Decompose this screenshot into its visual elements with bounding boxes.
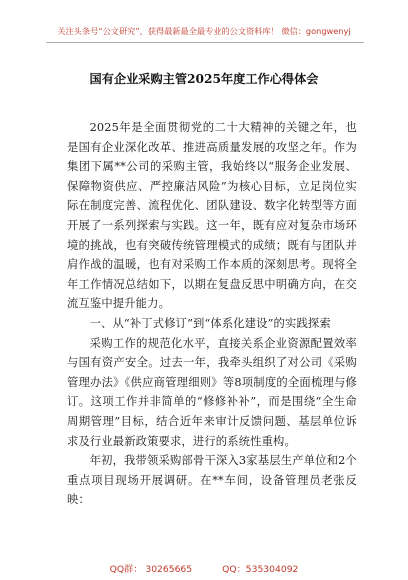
header-divider	[46, 42, 364, 43]
paragraph-research: 年初，我带领采购部骨干深入3家基层生产单位和2个重点项目现场开展调研。在**车间，设备管理员老张反映：	[67, 454, 357, 507]
paragraph-intro: 2025年是全面贯彻党的二十大精神的关键之年，也是国有企业深化改革、推进高质量发展的攻坚之年。作为集团下属**公司的采购主管，我始终以“服务企业发展、保障物资供应、严控廉洁风险”为核心目标，立足岗位实际在制度完善、流程优化、团队建设、数字化转型等方面开展了一系列探索与实践。这一年，既有应对复杂市场环境的挑战，也有突破传统管理模式的成绩；既有与团队并肩作战的温暖，也有对采购工作本质的深刻思考。现将全年工作情况总结如下，以期在复盘反思中明确方向，在交流互鉴中提升能力。	[67, 121, 357, 311]
document-body	[67, 118, 357, 510]
footer-contact	[0, 561, 408, 575]
footer-qq-group: QQ群： 30265665	[109, 564, 193, 575]
header-promo-text: 关注头条号“公文研究”，获得最新最全最专业的公文资料库！ 微信：gongwenyj	[57, 26, 351, 36]
document-title: 国有企业采购主管2025年度工作心得体会	[89, 72, 319, 86]
footer-qq: QQ：535304092	[222, 564, 299, 575]
paragraph-section-1: 采购工作的规范化水平，直接关系企业资源配置效率与国有资产安全。过去一年，我牵头组织了对公司《采购管理办法》《供应商管理细则》等8项制度的全面梳理与修订。这项工作并非简单的“修修补补”，而是围绕“全生命周期管理”目标，结合近年来审计反馈问题、基层单位诉求及行业最新政策要求，进行的系统性重构。	[67, 336, 357, 448]
section-heading-1: 一、从“补丁式修订”到“体系化建设”的实践探索	[89, 316, 331, 330]
